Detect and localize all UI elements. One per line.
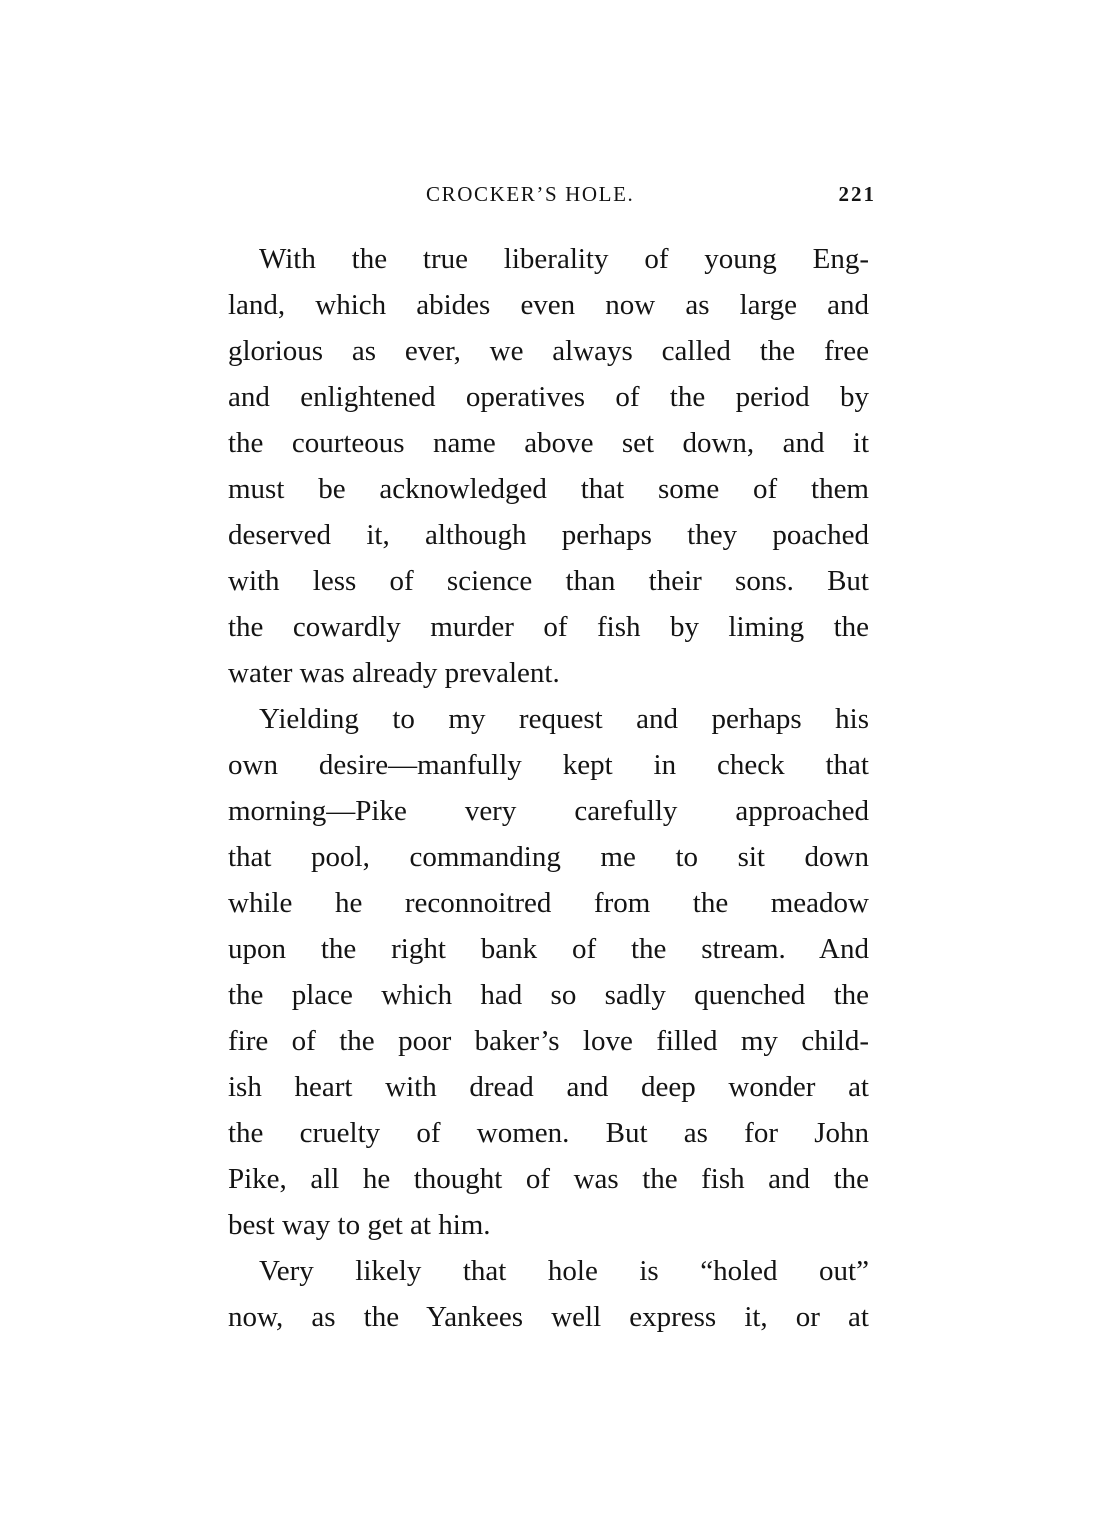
text-line: morning—Pike very carefully approached [228,795,869,827]
text-line: the place which had so sadly quenched the [228,979,869,1011]
text-line: ish heart with dread and deep wonder at [228,1071,869,1103]
text-line: own desire—manfully kept in check that [228,749,869,781]
text-line: the cowardly murder of fish by liming the [228,611,869,643]
text-line: glorious as ever, we always called the free [228,335,869,367]
text-line: upon the right bank of the stream. And [228,933,869,965]
text-line: deserved it, although perhaps they poached [228,519,869,551]
text-line: best way to get at him. [228,1209,491,1241]
body-text [228,236,869,1340]
paragraph-1 [228,236,869,696]
text-line: now, as the Yankees well express it, or at [228,1301,869,1333]
text-line: must be acknowledged that some of them [228,473,869,505]
page-number: 221 [838,182,876,206]
text-line: land, which abides even now as large and [228,289,869,321]
text-line: the cruelty of women. But as for John [228,1117,869,1149]
running-head [228,182,876,214]
running-title: CROCKER’S HOLE. [426,182,635,206]
text-line: the courteous name above set down, and it [228,427,869,459]
text-line: Very likely that hole is “holed out” [259,1255,869,1287]
text-line: while he reconnoitred from the meadow [228,887,869,919]
paragraph-2 [228,696,869,1248]
text-line: Yielding to my request and perhaps his [259,703,869,735]
text-line: and enlightened operatives of the period by [228,381,869,413]
text-line: that pool, commanding me to sit down [228,841,869,873]
text-line: With the true liberality of young Eng- [259,243,869,275]
text-line: water was already prevalent. [228,657,560,689]
paragraph-3 [228,1248,869,1340]
text-line: fire of the poor baker’s love filled my child- [228,1025,869,1057]
text-line: Pike, all he thought of was the fish and the [228,1163,869,1195]
text-line: with less of science than their sons. But [228,565,869,597]
